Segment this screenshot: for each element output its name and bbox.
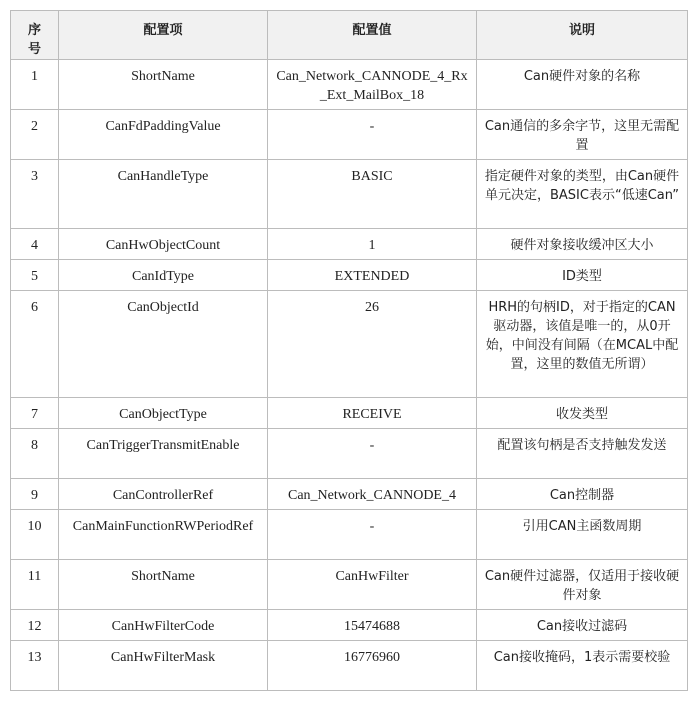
table-row bbox=[11, 291, 688, 398]
row-no: 10 bbox=[11, 510, 59, 560]
row-value: 26 bbox=[268, 291, 477, 398]
row-desc: Can控制器 bbox=[477, 479, 688, 510]
row-item: CanHandleType bbox=[59, 160, 268, 229]
row-value: Can_Network_CANNODE_4 bbox=[268, 479, 477, 510]
header-item: 配置项 bbox=[59, 11, 268, 60]
row-value: Can_Network_CANNODE_4_Rx_Ext_MailBox_18 bbox=[268, 60, 477, 110]
row-item: CanTriggerTransmitEnable bbox=[59, 429, 268, 479]
row-item: CanIdType bbox=[59, 260, 268, 291]
row-value: EXTENDED bbox=[268, 260, 477, 291]
row-desc: 配置该句柄是否支持触发发送 bbox=[477, 429, 688, 479]
row-no: 11 bbox=[11, 560, 59, 610]
row-value: RECEIVE bbox=[268, 398, 477, 429]
row-value: BASIC bbox=[268, 160, 477, 229]
table-row bbox=[11, 610, 688, 641]
header-value: 配置值 bbox=[268, 11, 477, 60]
row-value: CanHwFilter bbox=[268, 560, 477, 610]
table-row bbox=[11, 160, 688, 229]
table-row bbox=[11, 510, 688, 560]
row-desc: Can接收掩码，1表示需要校验 bbox=[477, 641, 688, 691]
row-desc: 指定硬件对象的类型，由Can硬件单元决定，BASIC表示“低速Can” bbox=[477, 160, 688, 229]
row-no: 5 bbox=[11, 260, 59, 291]
row-value: 15474688 bbox=[268, 610, 477, 641]
row-item: CanFdPaddingValue bbox=[59, 110, 268, 160]
row-desc: Can硬件过滤器，仅适用于接收硬件对象 bbox=[477, 560, 688, 610]
header-desc: 说明 bbox=[477, 11, 688, 60]
row-desc: 收发类型 bbox=[477, 398, 688, 429]
row-no: 2 bbox=[11, 110, 59, 160]
row-desc: ID类型 bbox=[477, 260, 688, 291]
row-desc: 硬件对象接收缓冲区大小 bbox=[477, 229, 688, 260]
row-value: - bbox=[268, 110, 477, 160]
table-row bbox=[11, 229, 688, 260]
table-header-row bbox=[11, 11, 688, 60]
row-desc: Can硬件对象的名称 bbox=[477, 60, 688, 110]
row-desc: Can接收过滤码 bbox=[477, 610, 688, 641]
header-no: 序号 bbox=[11, 11, 59, 60]
row-desc: Can通信的多余字节，这里无需配置 bbox=[477, 110, 688, 160]
row-no: 1 bbox=[11, 60, 59, 110]
table-row bbox=[11, 398, 688, 429]
row-value: 16776960 bbox=[268, 641, 477, 691]
row-no: 8 bbox=[11, 429, 59, 479]
row-value: - bbox=[268, 429, 477, 479]
row-no: 7 bbox=[11, 398, 59, 429]
row-item: ShortName bbox=[59, 560, 268, 610]
row-no: 4 bbox=[11, 229, 59, 260]
table-row bbox=[11, 641, 688, 691]
config-table bbox=[10, 10, 688, 691]
row-item: ShortName bbox=[59, 60, 268, 110]
row-no: 9 bbox=[11, 479, 59, 510]
row-no: 3 bbox=[11, 160, 59, 229]
row-item: CanControllerRef bbox=[59, 479, 268, 510]
table-row bbox=[11, 429, 688, 479]
table-row bbox=[11, 560, 688, 610]
table-row bbox=[11, 60, 688, 110]
table-row bbox=[11, 260, 688, 291]
row-item: CanHwFilterCode bbox=[59, 610, 268, 641]
table-row bbox=[11, 479, 688, 510]
row-item: CanObjectId bbox=[59, 291, 268, 398]
row-item: CanMainFunctionRWPeriodRef bbox=[59, 510, 268, 560]
row-no: 12 bbox=[11, 610, 59, 641]
table-row bbox=[11, 110, 688, 160]
row-no: 6 bbox=[11, 291, 59, 398]
row-item: CanObjectType bbox=[59, 398, 268, 429]
row-no: 13 bbox=[11, 641, 59, 691]
row-value: 1 bbox=[268, 229, 477, 260]
row-item: CanHwObjectCount bbox=[59, 229, 268, 260]
row-value: - bbox=[268, 510, 477, 560]
row-desc: 引用CAN主函数周期 bbox=[477, 510, 688, 560]
row-desc: HRH的句柄ID，对于指定的CAN驱动器，该值是唯一的，从0开始，中间没有间隔（在MCAL中配置，这里的数值无所谓） bbox=[477, 291, 688, 398]
row-item: CanHwFilterMask bbox=[59, 641, 268, 691]
